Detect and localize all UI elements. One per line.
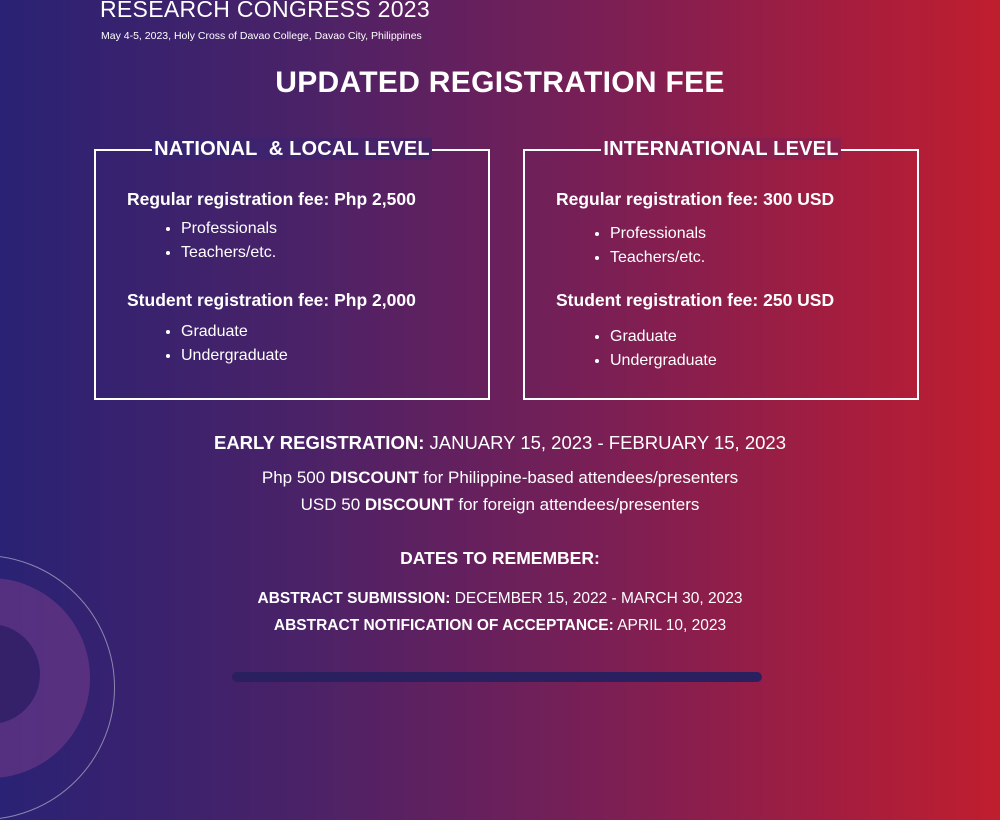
national-regular-list [163,217,277,265]
abstract-notification-line [0,617,1000,635]
discount-1-bold: DISCOUNT [329,468,419,487]
list-item: • Professionals [181,217,277,241]
abstract-notification-label: ABSTRACT NOTIFICATION OF ACCEPTANCE: [273,617,614,634]
international-level-title [525,138,917,161]
international-level-title-text: INTERNATIONAL LEVEL [603,138,839,160]
congress-subtitle: May 4-5, 2023, Holy Cross of Davao College, Davao City, Philippines [101,30,422,42]
national-student-list [163,320,288,368]
national-level-title [96,138,488,161]
discount-2-suffix: for foreign attendees/presenters [453,495,700,514]
discount-2-prefix: USD 50 [300,495,365,514]
national-regular-fee: Regular registration fee: Php 2,500 [127,189,416,209]
early-registration-label: EARLY REGISTRATION: [213,432,425,453]
bottom-bar [232,672,762,682]
discount-foreign [0,495,1000,515]
early-registration-line [0,432,1000,454]
list-item: • Undergraduate [181,344,288,368]
discount-1-prefix: Php 500 [261,468,330,487]
abstract-notification-value: APRIL 10, 2023 [613,617,727,634]
discount-1-suffix: for Philippine-based attendees/presenters [418,468,739,487]
page-title: UPDATED REGISTRATION FEE [275,66,725,99]
discount-2-bold: DISCOUNT [364,495,454,514]
list-item: • Teachers/etc. [181,241,277,265]
abstract-submission-line [0,590,1000,608]
abstract-submission-value: DECEMBER 15, 2022 - MARCH 30, 2023 [450,590,743,607]
list-item: • Graduate [610,325,717,349]
national-level-title-text: NATIONAL & LOCAL LEVEL [154,138,430,160]
international-student-list [592,325,717,373]
international-regular-list [592,222,706,270]
discount-philippine [0,468,1000,488]
national-student-fee: Student registration fee: Php 2,000 [127,290,416,310]
abstract-submission-label: ABSTRACT SUBMISSION: [257,590,451,607]
list-item: • Undergraduate [610,349,717,373]
national-level-box [94,138,490,400]
international-level-box [523,138,919,400]
international-regular-fee: Regular registration fee: 300 USD [556,189,835,209]
list-item: • Professionals [610,222,706,246]
early-registration-dates: JANUARY 15, 2023 - FEBRUARY 15, 2023 [424,432,786,453]
international-student-fee: Student registration fee: 250 USD [556,290,835,310]
congress-title: RESEARCH CONGRESS 2023 [100,0,430,22]
list-item: • Graduate [181,320,288,344]
list-item: • Teachers/etc. [610,246,706,270]
dates-to-remember-heading: DATES TO REMEMBER: [400,548,600,568]
